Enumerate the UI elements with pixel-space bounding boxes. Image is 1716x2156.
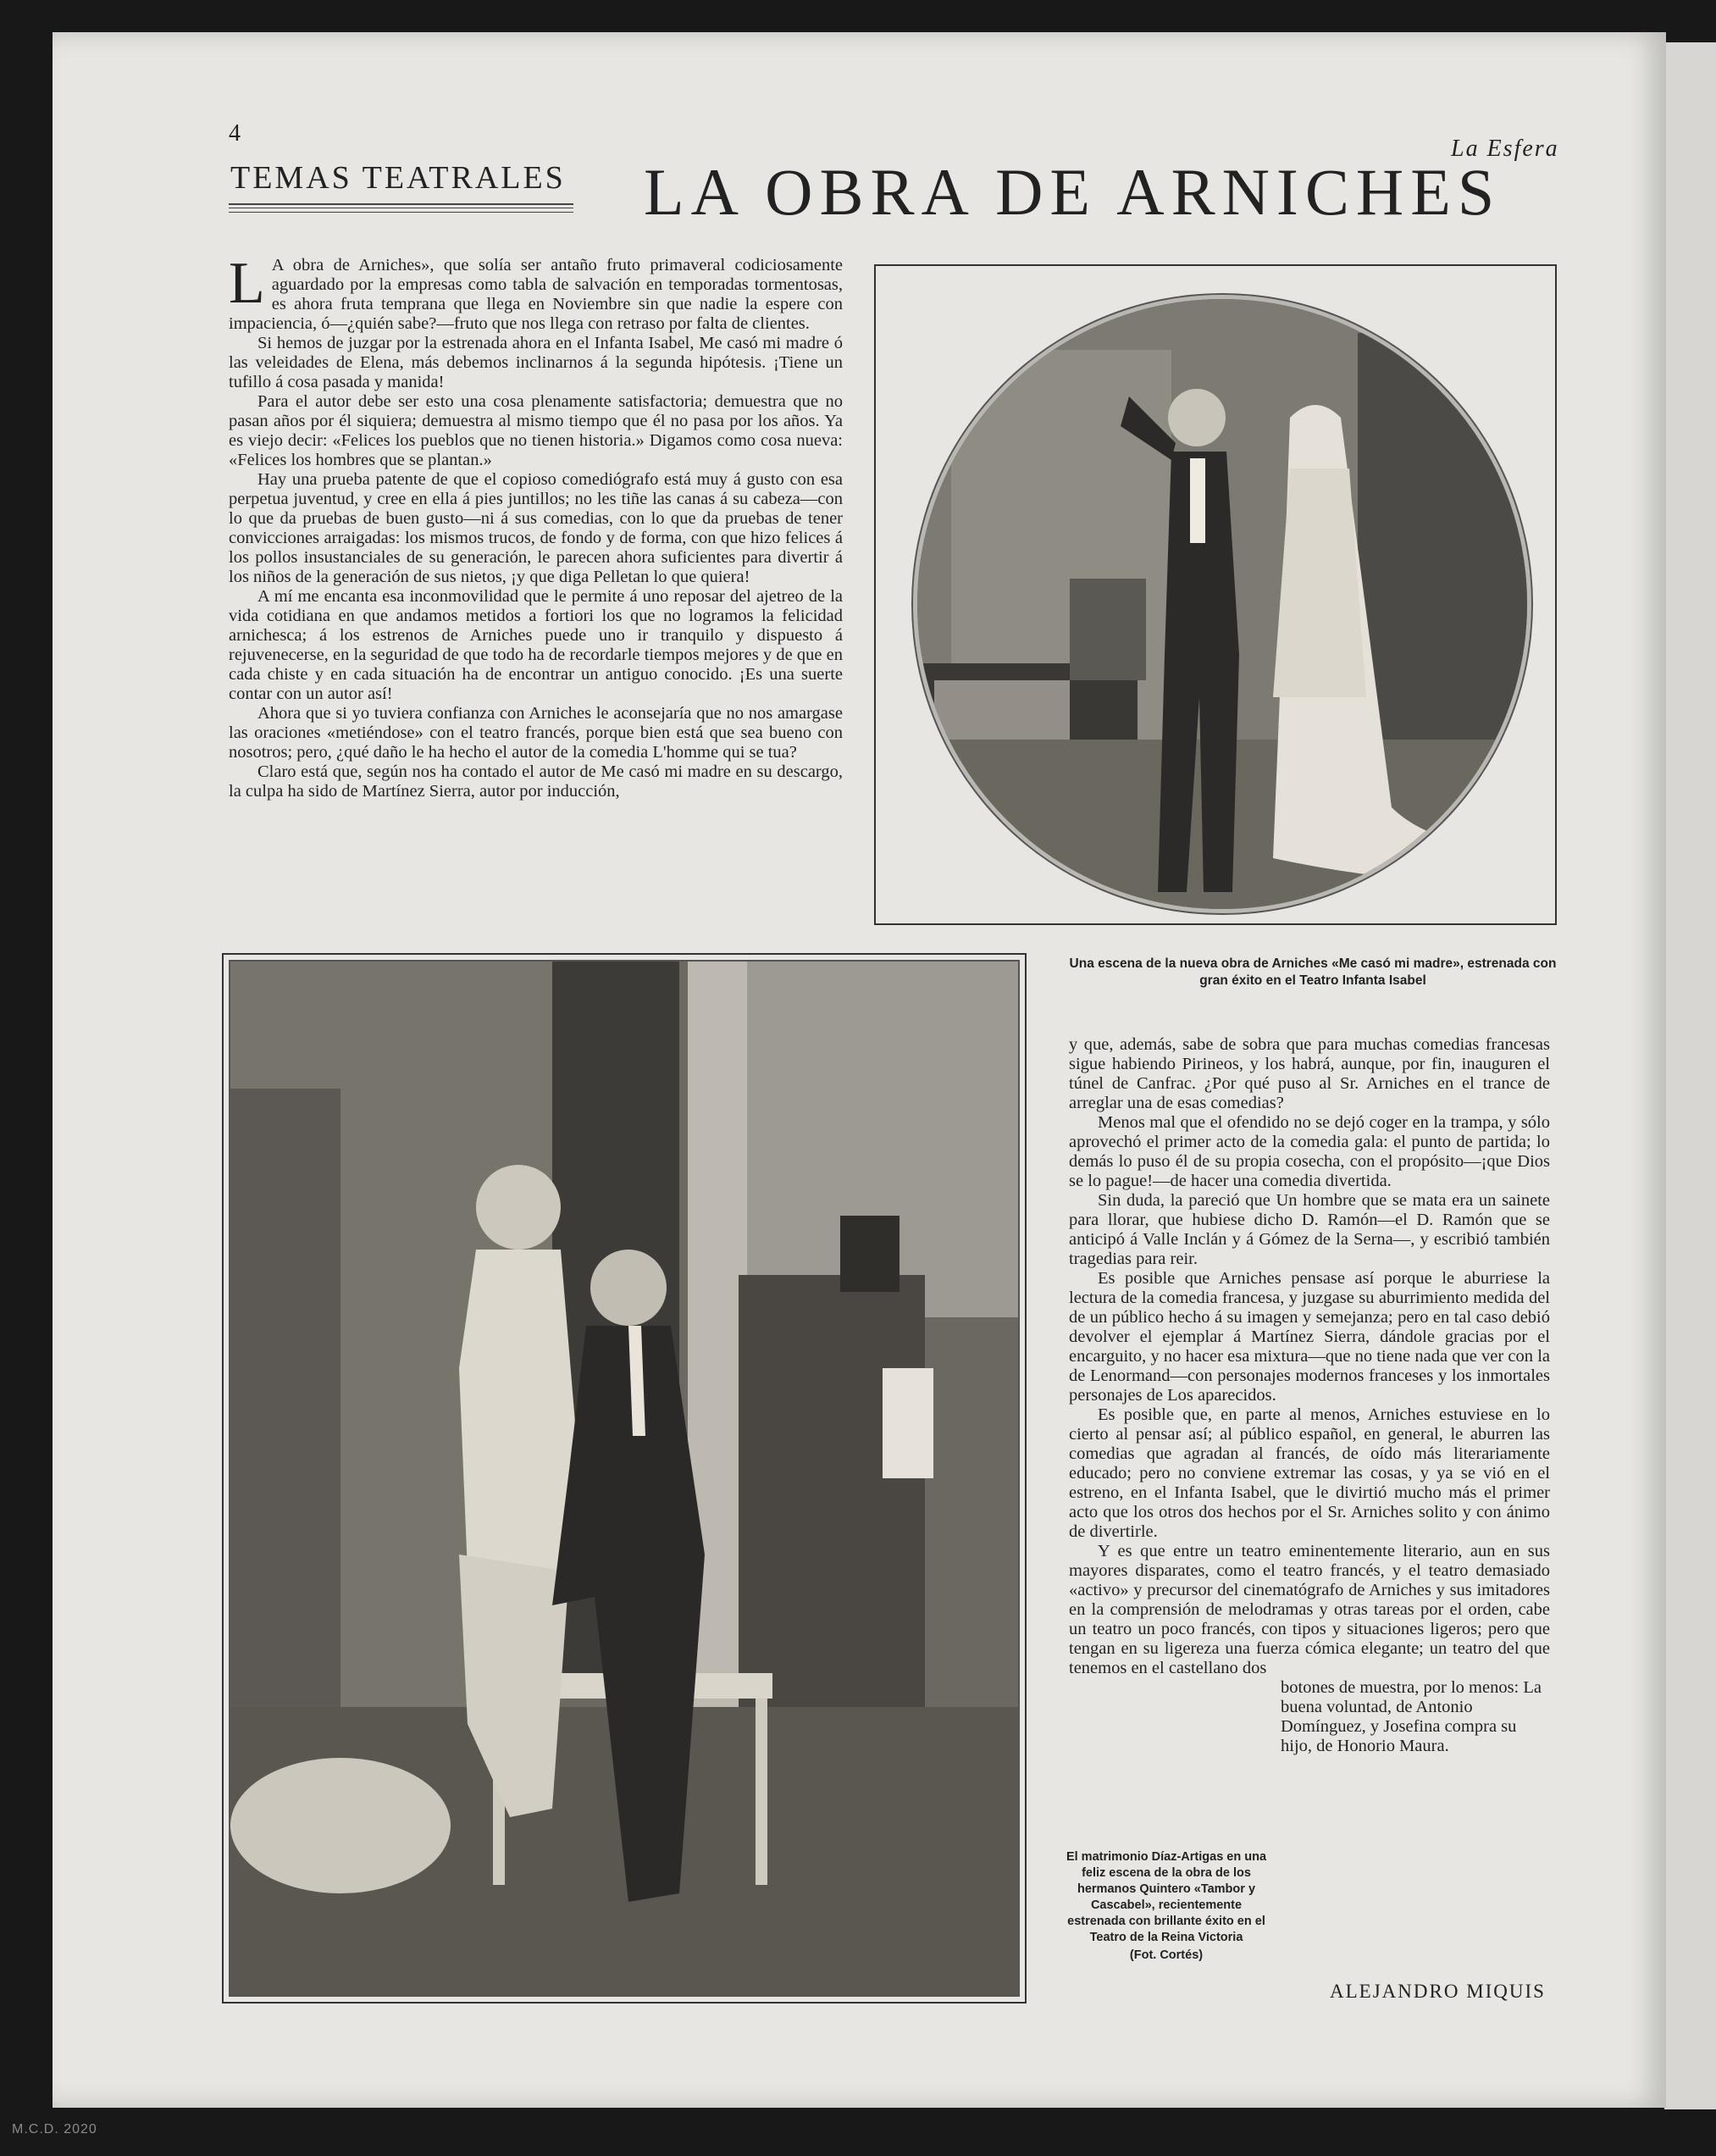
article-column-2 xyxy=(1069,1035,1550,1756)
couple-scene-illustration xyxy=(230,962,1020,1997)
paragraph: Es posible que, en parte al menos, Arniches estuviese en lo cierto al pensar así; al público español, en general, le aburren las comedias que agradan al francés, de oído más literariamente educado; pero no conviene extremar las cosas, y ya se vió en el estreno, en el Infanta Isabel, que le divirtió mucho más el primer acto que los otros dos hechos por el Sr. Arniches solito y con ánimo de divertirle. xyxy=(1069,1405,1550,1541)
top-photo-caption: Una escena de la nueva obra de Arniches «Me casó mi madre», estrenada con gran éxito en el Teatro Infanta Isabel xyxy=(1069,956,1557,988)
magazine-name: La Esfera xyxy=(1451,136,1559,162)
paragraph: Es posible que Arniches pensase así porque le aburriese la lectura de la comedia francesa, y juzgase su aburrimiento medida del de un público hecho á su imagen y semejanza; pero en tal caso debió devolver el ejemplar á Martínez Sierra, dándole gracias por el encarguito, y no hacer esa mixtura—que no tiene nada que ver con la de Lenormand—con personajes modernos franceses y los inmortales personajes de Los aparecidos. xyxy=(1069,1269,1550,1405)
paragraph: Sin duda, la pareció que Un hombre que se mata era un sainete para llorar, que hubiese dicho D. Ramón—el D. Ramón que se anticipó á Valle Inclán y á Gómez de la Serna—, y escribió también tragedias para reir. xyxy=(1069,1191,1550,1268)
paragraph: Y es que entre un teatro eminentemente literario, aun en sus mayores disparates, como el teatro francés, y el teatro demasiado «activo» y precursor del cinematógrafo de Arniches y sus imitadores en la comprensión de melodramas y otras tareas por el orden, cabe un teatro un poco francés, con tipos y situaciones ligeros; pero que tengan en su ligereza una fuerza cómica elegante; un teatro del que tenemos en el castellano dos xyxy=(1069,1542,1550,1677)
caption-text: El matrimonio Díaz-Artigas en una feliz escena de la obra de los hermanos Quintero «Tambor y Cascabel», recientemente estrenada con brillante éxito en el Teatro de la Reina Victoria xyxy=(1066,1850,1267,1944)
bottom-photo-frame xyxy=(222,953,1027,2004)
page-number: 4 xyxy=(229,120,241,147)
paragraph: Si hemos de juzgar por la estrenada ahora en el Infanta Isabel, Me casó mi madre ó las veleidades de Elena, más debemos inclinarnos á la segunda hipótesis. ¡Tiene un tufillo á cosa pasada y manida! xyxy=(229,334,843,391)
paragraph: Claro está que, según nos ha contado el autor de Me casó mi madre en su descargo, la culpa ha sido de Martínez Sierra, autor por inducción, xyxy=(229,762,843,801)
drop-cap: L xyxy=(229,251,265,316)
article-column-1 xyxy=(229,251,843,801)
archive-watermark: M.C.D. 2020 xyxy=(12,2122,97,2137)
paragraph: Hay una prueba patente de que el copioso comediógrafo está muy á gusto con esa perpetua juventud, y cree en ella á pies juntillos; no les tiñe las canas á su cabeza—con lo que da pruebas de buen gusto—ni á sus comedias, con lo que da pruebas de tener convicciones arraigadas: los mismos trucos, de fondo y de forma, con que hizo felices á los pollos insustanciales de su generación, le parecen ahora suficientes para divertir á los niños de la generación de sus nietos, ¡y que diga Pelletan lo que quiera! xyxy=(229,470,843,586)
paragraph: y que, además, sabe de sobra que para muchas comedias francesas sigue habiendo Pirineos, y los habrá, aunque, por fin, inauguren el túnel de Canfrac. ¿Por qué puso al Sr. Arniches en el trance de arreglar una de esas comedias? xyxy=(1069,1035,1550,1112)
paragraph: Ahora que si yo tuviera confianza con Arniches le aconsejaría que no nos amargase las oraciones «metiéndose» con el teatro francés, porque bien está que sea bueno con nosotros; pero, ¿qué daño le ha hecho el autor de la comedia L'homme qui se tua? xyxy=(229,704,843,762)
section-label: TEMAS TEATRALES xyxy=(230,160,566,196)
section-rule-3 xyxy=(229,212,573,213)
next-page-edge xyxy=(1664,42,1716,2109)
paragraph: L A obra de Arniches», que solía ser antaño fruto primaveral codiciosamente aguardado por la empresas como tabla de salvación en temporadas tormentosas, es ahora fruta temprana que llega en Noviembre sin que nadie la espere con impaciencia, ó—¿quién sabe?—fruto que nos llega con retraso por falta de clientes. xyxy=(229,251,843,333)
paragraph: botones de muestra, por lo menos: La buena voluntad, de Antonio Domínguez, y Josefina compra su hijo, de Honorio Maura. xyxy=(1281,1678,1542,1755)
section-rule-1 xyxy=(229,203,573,205)
stage-photo-rectangular xyxy=(229,960,1020,1997)
bottom-photo-caption xyxy=(1060,1849,1272,1964)
paragraph: Para el autor debe ser esto una cosa plenamente satisfactoria; demuestra que no pasan años por él siquiera; demuestra al mismo tiempo que él no pasa por los años. Ya es viejo decir: «Felices los pueblos que no tienen historia.» Digamos como cosa nueva: «Felices los hombres que se plantan.» xyxy=(229,392,843,469)
paragraph: A mí me encanta esa inconmovilidad que le permite á uno reposar del ajetreo de la vida cotidiana en que andamos metidos a fortiori los que no logramos la felicidad arnichesca; á los estrenos de Arniches puede uno ir tranquilo y dispuesto á rejuvenecerse, en la seguridad de que todo ha de recordarle tiempos mejores y de que en cada chiste y en cada situación ha de encontrar un antiguo conocido. ¡Es una suerte contar con un autor así! xyxy=(229,587,843,703)
stage-scene-illustration xyxy=(917,299,1527,909)
column-tail xyxy=(1281,1678,1550,1756)
article-title: LA OBRA DE ARNICHES xyxy=(644,155,1502,229)
stage-photo-circular xyxy=(913,295,1531,913)
photo-credit: (Fot. Cortés) xyxy=(1129,1948,1204,1962)
article-author: ALEJANDRO MIQUIS xyxy=(1330,1981,1546,2002)
paragraph: Menos mal que el ofendido no se dejó coger en la trampa, y sólo aprovechó el primer acto de la comedia gala: el punto de partida; lo demás lo puso él de su propia cosecha, con el propósito—¡que Dios se lo pague!—de hacer una comedia divertida. xyxy=(1069,1113,1550,1190)
